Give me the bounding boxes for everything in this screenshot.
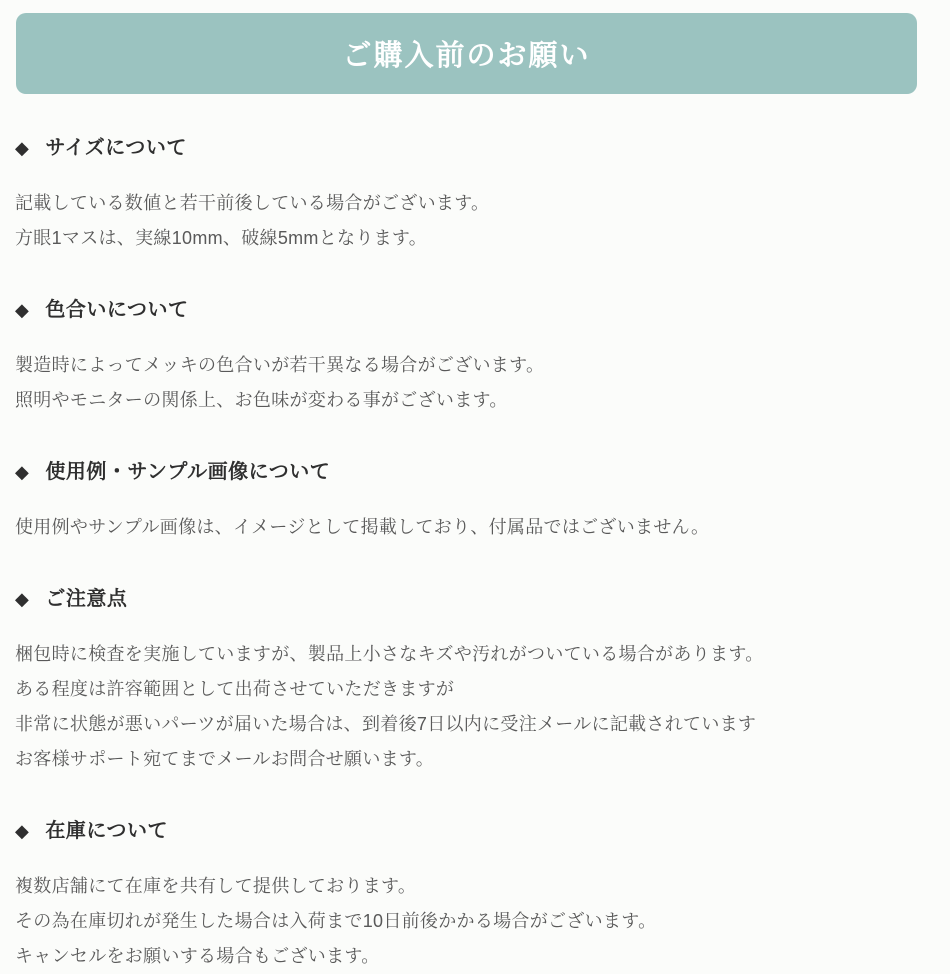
section-body — [15, 869, 920, 974]
section-text-line: その為在庫切れが発生した場合は入荷まで10日前後かかる場合がございます。 — [15, 911, 657, 931]
section-text-line: ある程度は許容範囲として出荷させていただきますが — [15, 679, 455, 699]
section-heading-text: 在庫について — [45, 820, 169, 842]
notice-section — [15, 587, 920, 777]
section-heading — [15, 298, 920, 322]
section-heading-text: ご注意点 — [45, 588, 128, 610]
diamond-bullet-icon: ◆ — [15, 300, 30, 320]
section-body — [15, 637, 920, 777]
diamond-bullet-icon: ◆ — [15, 138, 30, 158]
section-body — [15, 348, 920, 418]
purchase-notice-page — [0, 13, 950, 974]
diamond-bullet-icon: ◆ — [15, 462, 30, 482]
section-body — [15, 510, 920, 545]
section-text-line: 記載している数値と若干前後している場合がございます。 — [15, 193, 490, 213]
section-text-line: お客様サポート宛てまでメールお問合せ願います。 — [15, 749, 435, 769]
notice-section — [15, 298, 920, 418]
section-heading-text: 使用例・サンプル画像について — [45, 461, 331, 483]
notice-section — [15, 460, 920, 545]
notice-banner — [16, 13, 917, 94]
section-text-line: 方眼1マスは、実線10mm、破線5mmとなります。 — [15, 228, 428, 248]
page-title: ご購入前のお願い — [342, 40, 591, 72]
section-heading — [15, 460, 920, 484]
section-text-line: 製造時によってメッキの色合いが若干異なる場合がございます。 — [15, 355, 545, 375]
section-body — [15, 186, 920, 256]
section-text-line: 梱包時に検査を実施していますが、製品上小さなキズや汚れがついている場合があります。 — [15, 644, 764, 664]
section-heading — [15, 819, 920, 843]
notice-section — [15, 136, 920, 256]
section-heading — [15, 587, 920, 611]
notice-sections — [0, 136, 950, 974]
diamond-bullet-icon: ◆ — [15, 821, 30, 841]
section-heading — [15, 136, 920, 160]
diamond-bullet-icon: ◆ — [15, 589, 30, 609]
section-text-line: 使用例やサンプル画像は、イメージとして掲載しており、付属品ではございません。 — [15, 517, 710, 537]
section-heading-text: 色合いについて — [45, 299, 189, 321]
section-text-line: 照明やモニターの関係上、お色味が変わる事がございます。 — [15, 390, 508, 410]
section-heading-text: サイズについて — [45, 137, 187, 159]
section-text-line: 複数店舗にて在庫を共有して提供しております。 — [15, 876, 417, 896]
notice-section — [15, 819, 920, 974]
section-text-line: 非常に状態が悪いパーツが届いた場合は、到着後7日以内に受注メールに記載されています — [15, 714, 757, 734]
section-text-line: キャンセルをお願いする場合もございます。 — [15, 946, 380, 966]
